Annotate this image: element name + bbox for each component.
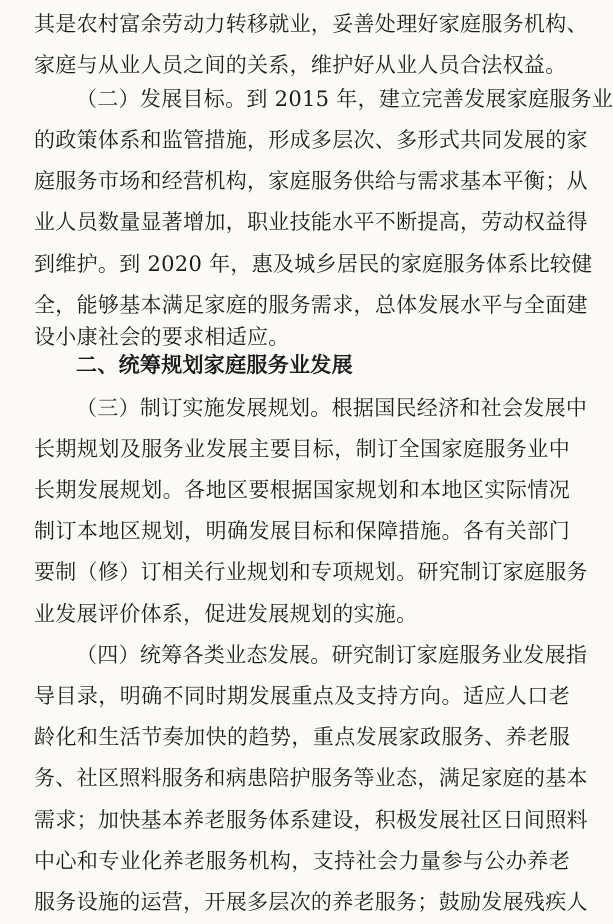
- section-heading: 二、统筹规划家庭服务业发展: [76, 353, 353, 377]
- text-line: 导目录，明确不同时期发展重点及支持方向。适应人口老: [34, 684, 570, 708]
- text-line: 需求；加快基本养老服务体系建设，积极发展社区日间照料: [34, 808, 588, 832]
- text-line: （三）制订实施发展规划。根据国民经济和社会发展中: [76, 396, 588, 420]
- text-line: 长期发展规划。各地区要根据国家规划和本地区实际情况: [34, 478, 570, 502]
- text-line: 中心和专业化养老服务机构，支持社会力量参与公办养老: [34, 849, 570, 873]
- text-line: 制订本地区规划，明确发展目标和保障措施。各有关部门: [34, 519, 570, 543]
- text-line: 的政策体系和监管措施，形成多层次、多形式共同发展的家: [34, 128, 588, 152]
- text-line: 家庭与从业人员之间的关系，维护好从业人员合法权益。: [34, 53, 567, 77]
- text-line: 庭服务市场和经营机构，家庭服务供给与需求基本平衡；从: [34, 169, 588, 193]
- text-line: 服务设施的运营，开展多层次的养老服务；鼓励发展残疾人: [34, 890, 588, 914]
- text-line: 设小康社会的要求相适应。: [34, 325, 290, 349]
- text-line: 业发展评价体系，促进发展规划的实施。: [34, 602, 418, 626]
- text-line: 全，能够基本满足家庭的服务需求，总体发展水平与全面建: [34, 293, 588, 317]
- text-line: 其是农村富余劳动力转移就业，妥善处理好家庭服务机构、: [34, 12, 588, 36]
- text-line: （四）统筹各类业态发展。研究制订家庭服务业发展指: [76, 643, 588, 667]
- text-line: 到维护。到 2020 年，惠及城乡居民的家庭服务体系比较健: [34, 252, 593, 276]
- text-line: 长期规划及服务业发展主要目标，制订全国家庭服务业中: [34, 437, 570, 461]
- text-line: 要制（修）订相关行业规划和专项规划。研究制订家庭服务: [34, 560, 588, 584]
- text-line: 业人员数量显著增加，职业技能水平不断提高，劳动权益得: [34, 210, 588, 234]
- text-line: 龄化和生活节奏加快的趋势，重点发展家政服务、养老服: [34, 725, 570, 749]
- text-line: （二）发展目标。到 2015 年，建立完善发展家庭服务业: [76, 87, 613, 111]
- text-line: 务、社区照料服务和病患陪护服务等业态，满足家庭的基本: [34, 766, 588, 790]
